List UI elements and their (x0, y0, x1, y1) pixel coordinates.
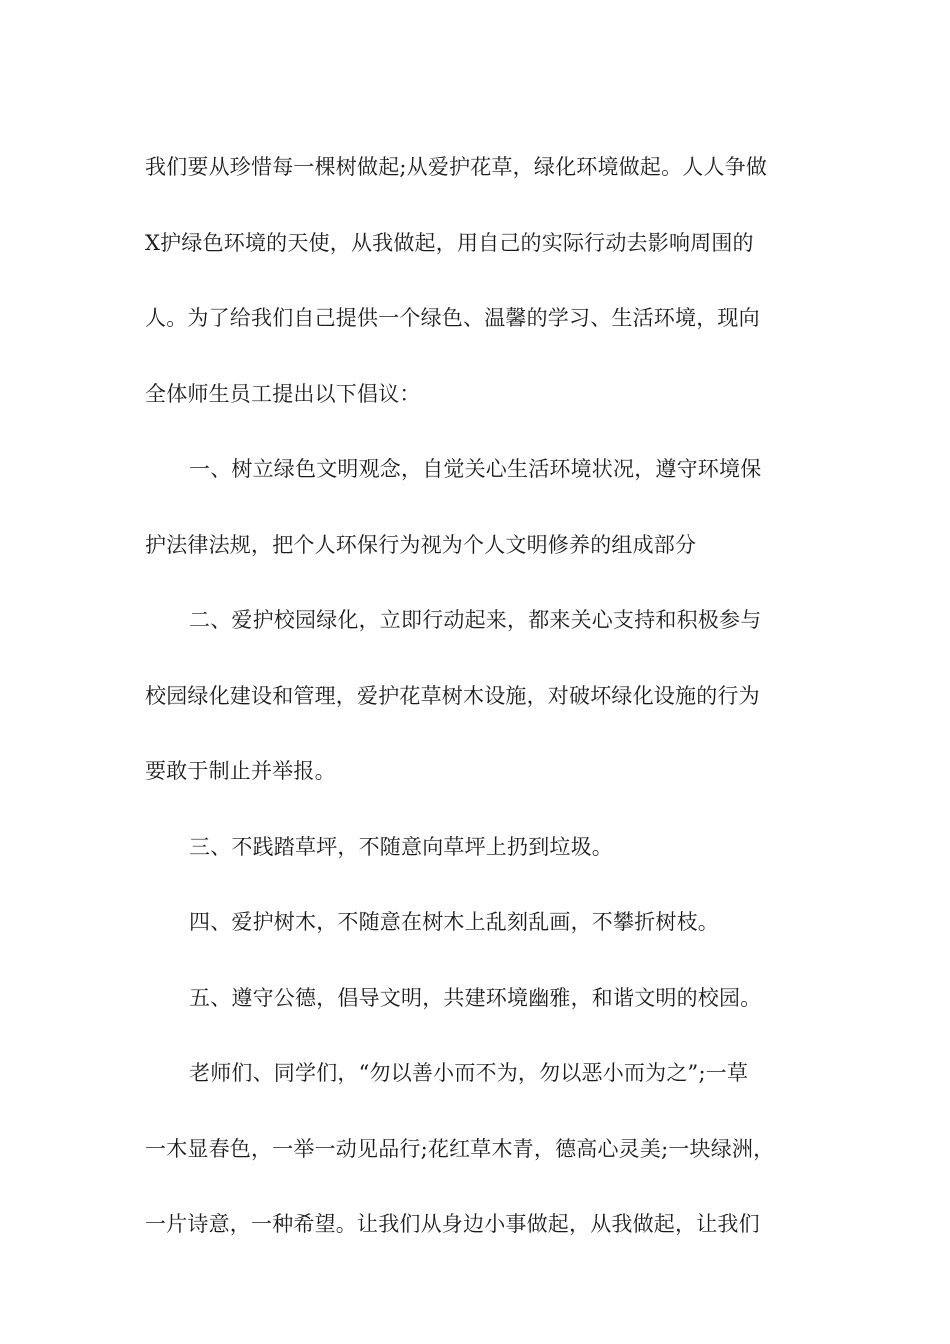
text-line: 老师们、同学们，“勿以善小而不为，勿以恶小而为之”;一草 (189, 1061, 749, 1085)
text-line: 一、树立绿色文明观念，自觉关心生活环境状况，遵守环境保 (189, 457, 762, 481)
document-body (145, 130, 810, 1263)
text-line: 一木显春色，一举一动见品行;花红草木青，德高心灵美;一块绿洲， (145, 1136, 775, 1161)
paragraph-proposal-4 (145, 885, 810, 961)
paragraph-proposal-1 (145, 432, 810, 583)
text-line: 二、爱护校园绿化，立即行动起来，都来关心支持和积极参与 (189, 608, 762, 632)
text-line: 全体师生员工提出以下倡议： (145, 381, 421, 406)
text-line: 四、爱护树木，不随意在树木上乱刻乱画，不攀折树枝。 (189, 910, 719, 934)
text-line: 护法律法规，把个人环保行为视为个人文明修养的组成部分 (145, 532, 697, 557)
text-line: 要敢于制止并举报。 (145, 759, 336, 783)
text-line: 一片诗意，一种希望。让我们从身边小事做起，从我做起，让我们 (145, 1212, 760, 1236)
text-line: 三、不践踏草坪，不随意向草坪上扔到垃圾。 (189, 834, 613, 859)
text-line: 人。为了给我们自己提供一个绿色、温馨的学习、生活环境，现向 (145, 306, 760, 330)
paragraph-proposal-5 (145, 961, 810, 1037)
text-line: 校园绿化建设和管理，爱护花草树木设施，对破坏绿化设施的行为 (145, 683, 760, 708)
text-line: 五、遵守公德，倡导文明，共建环境幽雅，和谐文明的校园。 (189, 985, 762, 1010)
paragraph-proposal-3 (145, 810, 810, 886)
paragraph-proposal-2 (145, 583, 810, 810)
paragraph-intro (145, 130, 810, 432)
text-line: 我们要从珍惜每一棵树做起;从爱护花草，绿化环境做起。人人争做 (145, 155, 768, 179)
text-line: X护绿色环境的天使，从我做起，用自己的实际行动去影响周围的 (145, 230, 754, 255)
paragraph-closing (145, 1036, 810, 1263)
